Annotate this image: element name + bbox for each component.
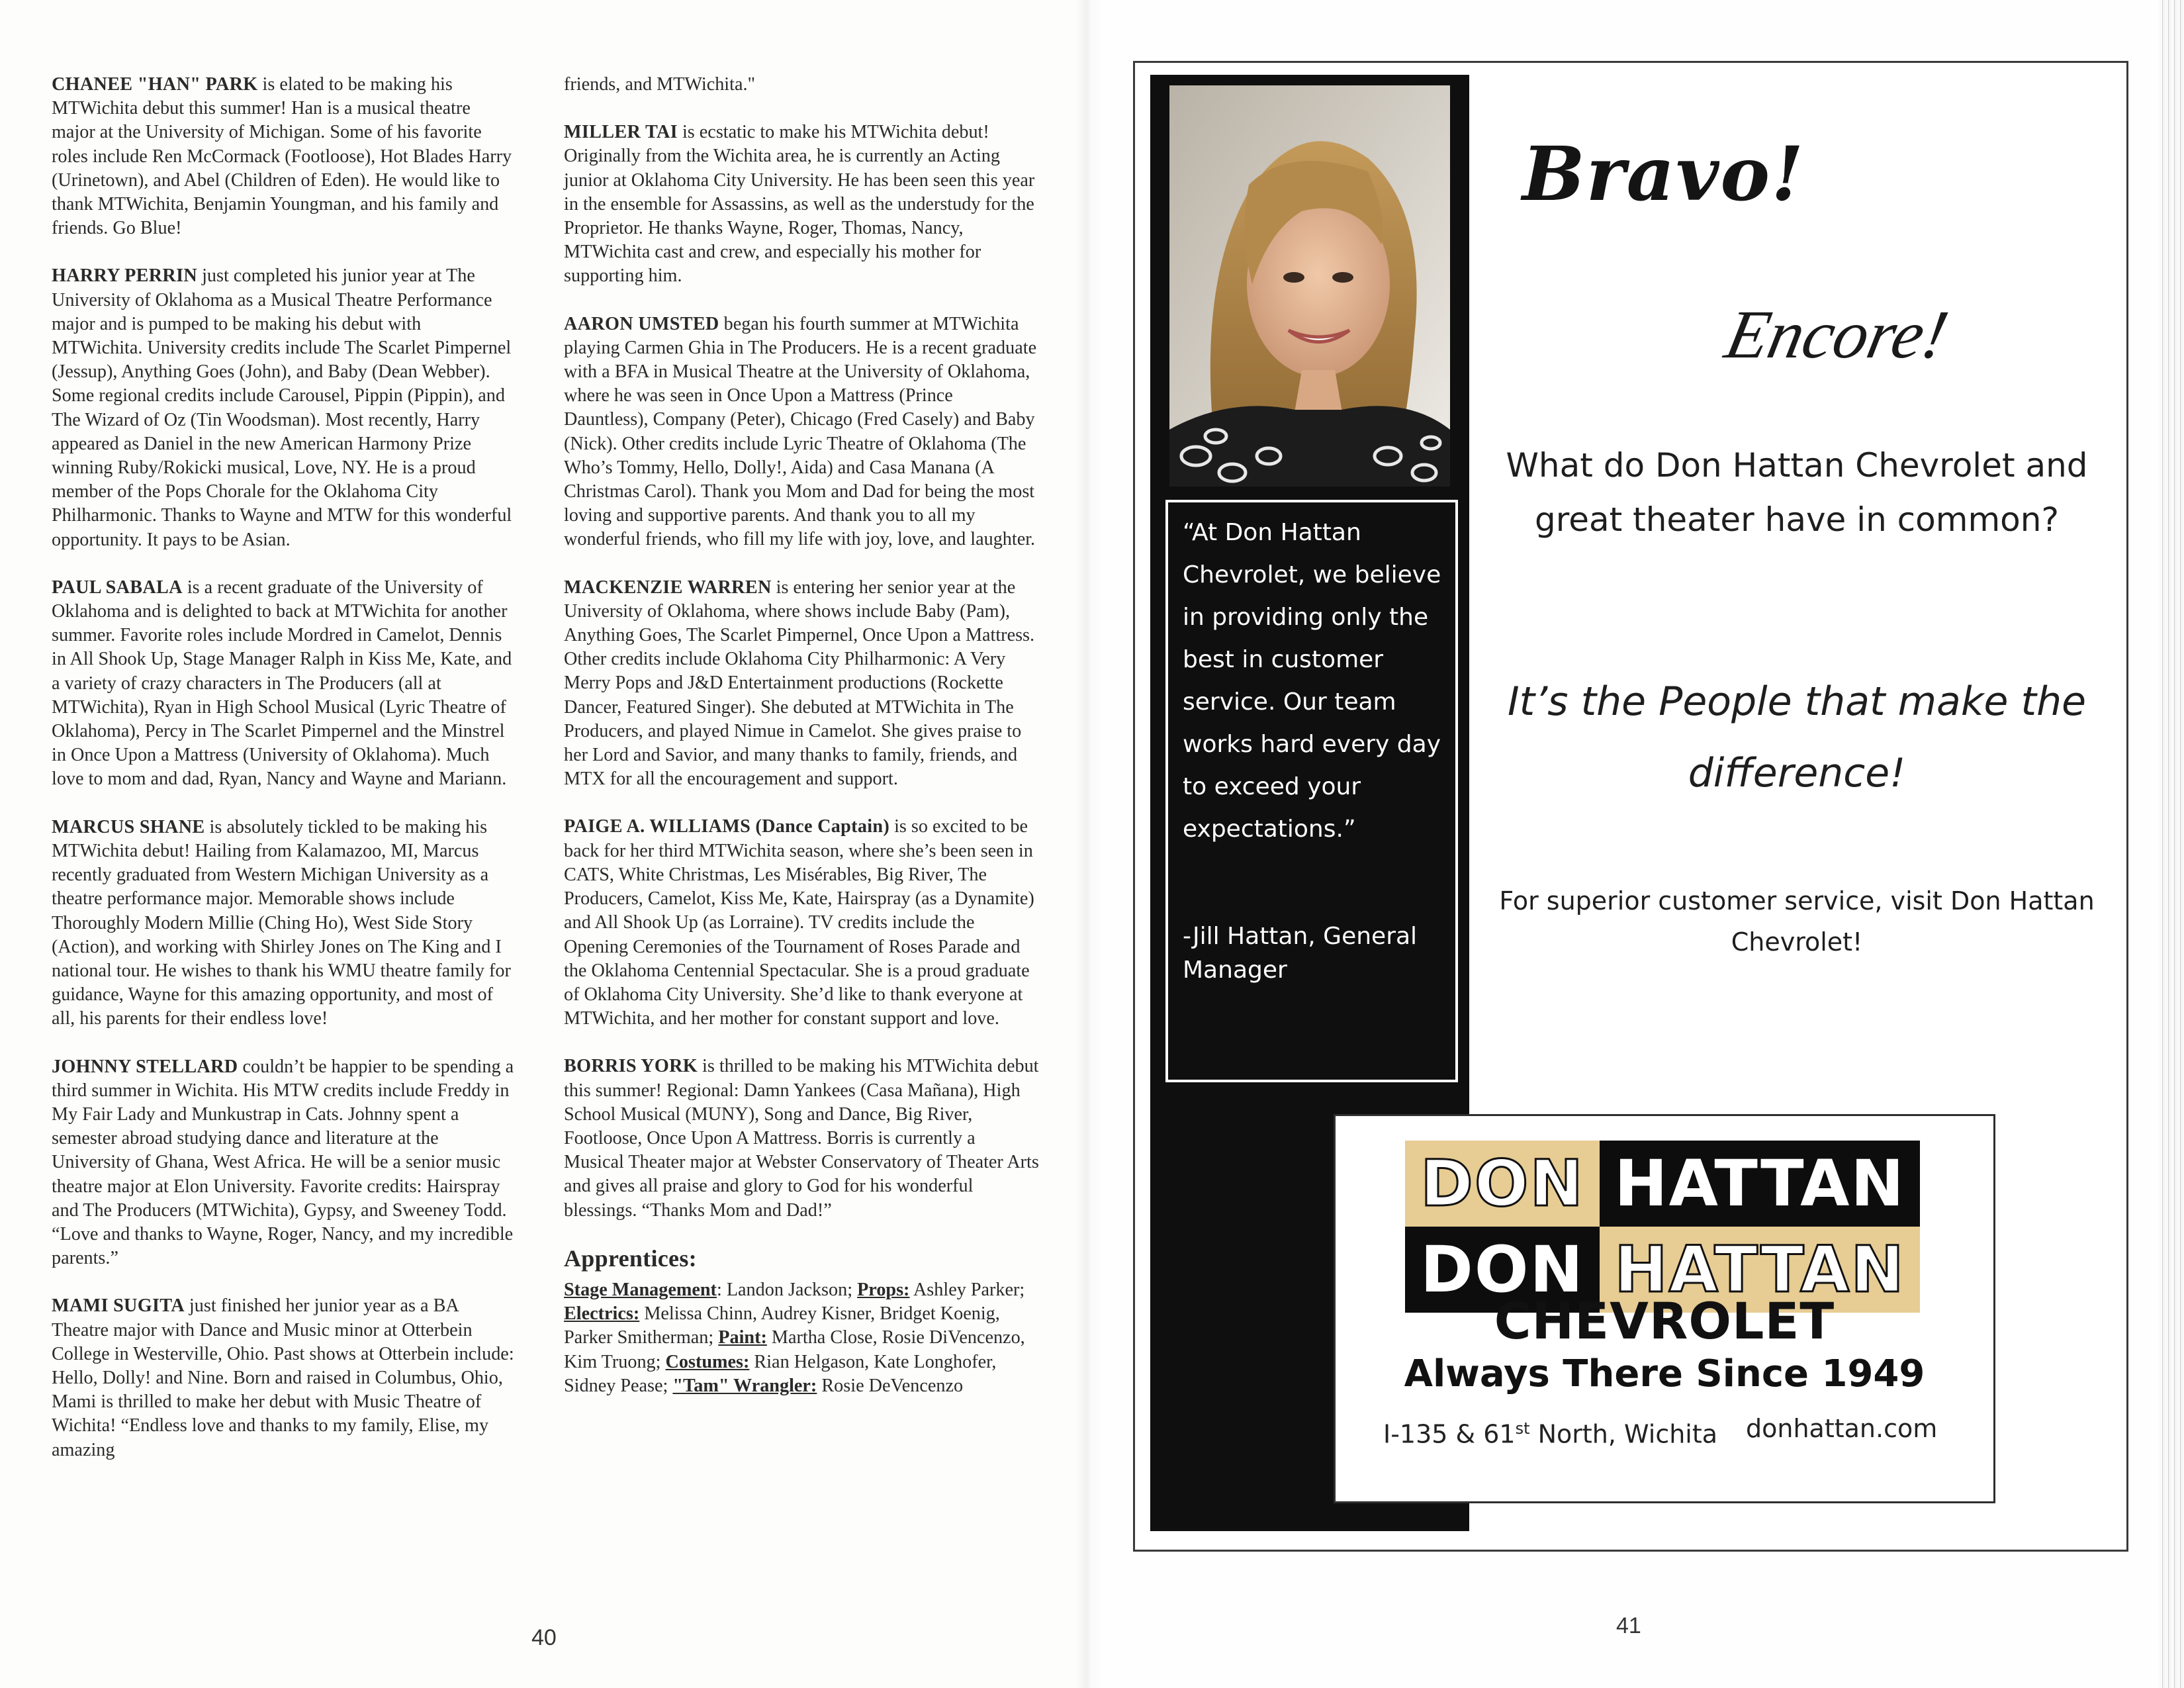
- logo-hattan-light: HATTAN: [1600, 1227, 1920, 1313]
- address-prefix: I-135 & 61: [1383, 1419, 1516, 1449]
- bio-column-1: [52, 73, 515, 1486]
- logo-hattan-dark: HATTAN: [1600, 1141, 1920, 1227]
- apprentice-names: Rian Helgason, Kate Longhofer, Sidney Pease;: [564, 1351, 997, 1396]
- logo-don-light: DON: [1405, 1141, 1600, 1227]
- performer-bio: [52, 816, 515, 1031]
- apprentice-names: Ashley Parker;: [909, 1279, 1025, 1300]
- apprentice-names: Melissa Chinn, Audrey Kisner, Bridget Koenig, Parker Smitherman;: [564, 1303, 1000, 1348]
- apprentice-names: Martha Close, Rosie DiVencenzo, Kim Truong;: [564, 1327, 1025, 1372]
- address-suffix: North, Wichita: [1529, 1419, 1718, 1449]
- headline-encore: Encore!: [1719, 297, 1955, 373]
- headline-bravo: Bravo!: [1522, 131, 1805, 218]
- performer-name: BORRIS YORK: [564, 1056, 698, 1077]
- apprentice-department: Props:: [857, 1279, 910, 1300]
- performer-name: JOHNNY STELLARD: [52, 1056, 238, 1077]
- apprentice-names: : Landon Jackson;: [716, 1279, 858, 1300]
- performer-bio: [52, 1294, 515, 1462]
- performer-name: HARRY PERRIN: [52, 265, 198, 287]
- performer-name: PAIGE A. WILLIAMS (Dance Captain): [564, 816, 890, 837]
- apprentice-department: Stage Management: [564, 1279, 717, 1300]
- performer-name: MARCUS SHANE: [52, 816, 205, 837]
- dealer-address: [1383, 1411, 1717, 1452]
- apprentice-department: "Tam" Wrangler:: [672, 1375, 817, 1396]
- performer-bio-text: is absolutely tickled to be making his MTWichita debut! Hailing from Kalamazoo, MI, Marcus recently graduated from Western Michigan University as a theatre performance major. Memorable shows include Thoroughly Modern Millie (Ching Ho), West Side Story (Action), and working with Shirley Jones on The King and I national tour. He wishes to thank his WMU theatre family for guidance, Wayne for this amazing opportunity, and most of all, his parents for their endless love!: [52, 816, 511, 1029]
- bio-continuation: friends, and MTWichita.": [564, 74, 756, 95]
- apprentices-heading: Apprentices:: [564, 1244, 697, 1272]
- apprentice-department: Costumes:: [665, 1351, 750, 1372]
- bio-list: [564, 120, 1039, 1223]
- gutter-shadow: [1075, 0, 1102, 1688]
- performer-bio: [564, 815, 1039, 1031]
- performer-bio-text: just finished her junior year as a BA Theatre major with Dance and Music minor at Otterbein College in Westerville, Ohio. Past shows at Otterbein include: Hello, Dolly! and Nine. Born and raised in Columbus, Ohio, Mami is thrilled to make her debut with Music Theatre of Wichita! “Endless love and thanks to my family, Elise, my amazing: [52, 1295, 514, 1460]
- testimonial-attribution: -Jill Hattan, General Manager: [1183, 923, 1418, 984]
- performer-name: AARON UMSTED: [564, 313, 719, 334]
- performer-name: MILLER TAI: [564, 122, 678, 143]
- apprentice-names: Rosie DeVencenzo: [817, 1375, 964, 1396]
- performer-name: MACKENZIE WARREN: [564, 577, 772, 598]
- performer-bio: [564, 1055, 1039, 1222]
- performer-bio-text: just completed his junior year at The University of Oklahoma as a Musical Theatre Performance major and is pumped to be making his debut with MTWichita. University credits include The Scarlet Pimpernel (Jessup), Anything Goes (John), and Baby (Dean Webber). Some regional credits include Carousel, Pippin (Pippin), and The Wizard of Oz (Tin Woodsman). Most recently, Harry appeared as Daniel in the new American Harmony Prize winning Ruby/Rokicki musical, Love, NY. He is a proud member of the Pops Chorale for the Oklahoma City Philharmonic. Thanks to Wayne and MTW for this wonderful opportunity. It pays to be Asian.: [52, 265, 512, 550]
- performer-bio-text: is so excited to be back for her third MTWichita season, where she’s been seen in CATS, White Christmas, Les Misérables, Big River, The Producers, Camelot, Kiss Me, Kate, Hairspray (as a Dynamite) and All Shook Up (as Lorraine). TV credits include the Opening Ceremonies of the Tournament of Roses Parade and the Oklahoma Centennial Spectacular. She is a proud graduate of Oklahoma City University. She’d like to thank everyone at MTWichita, and her mother for constant support and love.: [564, 816, 1034, 1029]
- performer-name: CHANEE "HAN" PARK: [52, 74, 258, 95]
- performer-bio-text: couldn’t be happier to be spending a third summer in Wichita. His MTW credits include Freddy in My Fair Lady and Munkustrap in Cats. Johnny spent a semester abroad studying dance and literature at the University of Ghana, West Africa. He will be a senior music theatre major at Elon University. Favorite credits: Hairspray and The Producers (MTWichita), Gypsy, and Sweeney Todd. “Love and thanks to Wayne, Roger, Nancy, and my incredible parents.”: [52, 1056, 514, 1269]
- performer-bio-text: is ecstatic to make his MTWichita debut! Originally from the Wichita area, he is currently an Acting junior at Oklahoma City University. He has been seen this year in the ensemble for Assassins, as well as the understudy for the Proprietor. He thanks Wayne, Roger, Thomas, Nancy, MTWichita cast and crew, and especially his mother for supporting him.: [564, 122, 1035, 287]
- dealer-website: donhattan.com: [1746, 1414, 1938, 1443]
- performer-name: MAMI SUGITA: [52, 1295, 185, 1317]
- performer-bio-text: is a recent graduate of the University of Oklahoma and is delighted to back at MTWichita for another summer. Favorite roles include Mordred in Camelot, Dennis in All Shook Up, Stage Manager Ralph in Kiss Me, Kate, and a variety of crazy characters in The Producers (all at MTWichita), Ryan in High School Musical (Lyric Theatre of Oklahoma), Percy in The Scarlet Pimpernel and the Minstrel in Once Upon a Mattress (University of Oklahoma). Much love to mom and dad, Ryan, Nancy and Wayne and Mariann.: [52, 577, 512, 790]
- performer-bio: [564, 312, 1039, 552]
- manager-portrait-photo: [1169, 85, 1450, 487]
- performer-bio: [564, 120, 1039, 288]
- performer-bio-text: began his fourth summer at MTWichita playing Carmen Ghia in The Producers. He is a recent graduate with a BFA in Musical Theatre at the University of Oklahoma, where he was seen in Once Upon a Mattress (Prince Dauntless), Company (Peter), Chicago (Fred Casely) and Baby (Nick). Other credits include Lyric Theatre of Oklahoma (The Who’s Tommy, Hello, Dolly!, Aida) and Casa Manana (A Christmas Carol). Thank you Mom and Dad for being the most loving and supportive parents. And thank you to all my wonderful friends, who fill my life with joy, love, and laughter.: [564, 313, 1037, 550]
- performer-bio-text: is thrilled to be making his MTWichita debut this summer! Regional: Damn Yankees (Casa Mañana), High School Musical (MUNY), Song and Dance, Big River, Footloose, Once Upon A Mattress. Borris is currently a Musical Theater major at Webster Conservatory of Theater Arts and gives all praise and glory to God for his wonderful blessings. “Thanks Mom and Dad!”: [564, 1056, 1039, 1221]
- testimonial-quote: “At Don Hattan Chevrolet, we believe in providing only the best in customer service. Our team works hard every day to exceed your expectations.”: [1183, 519, 1441, 843]
- apprentice-department: Paint:: [718, 1327, 767, 1348]
- performer-bio: [52, 576, 515, 792]
- performer-bio: [52, 1055, 515, 1271]
- page-number-right: 41: [1616, 1613, 1641, 1638]
- address-ordinal: st: [1515, 1419, 1530, 1438]
- performer-bio-text: is elated to be making his MTWichita debut this summer! Han is a musical theatre major at the University of Michigan. Some of his favorite roles include Ren McCormack (Footloose), Hot Blades Harry (Urinetown), and Abel (Children of Eden). He would like to thank MTWichita, Benjamin Youngman, and his family and friends. Go Blue!: [52, 74, 512, 239]
- performer-name: PAUL SABALA: [52, 577, 183, 598]
- logo-brand-chevrolet: CHEVROLET: [1494, 1291, 1835, 1350]
- performer-bio: [564, 576, 1039, 792]
- performer-bio-text: is entering her senior year at the University of Oklahoma, where shows include Baby (Pam), Anything Goes, The Scarlet Pimpernel, Once Upon a Mattress. Other credits include Oklahoma City Philharmonic: A Very Merry Pops and J&D Entertainment productions (Rockette Dancer, Featured Singer). She debuted at MTWichita in The Producers, and played Nimue in Camelot. She gives praise to her Lord and Savior, and many thanks to family, friends, and MTX for all the encouragement and support.: [564, 577, 1035, 790]
- logo-don-dark: DON: [1405, 1227, 1600, 1313]
- performer-bio: [52, 264, 515, 551]
- performer-bio: [52, 73, 515, 240]
- ad-question: What do Don Hattan Chevrolet and great theater have in common?: [1506, 446, 2088, 539]
- page-edge: [2159, 0, 2184, 1688]
- apprentices-list: [564, 1278, 1039, 1398]
- logo-since-tagline: Always There Since 1949: [1404, 1352, 1925, 1395]
- bio-column-2: [564, 73, 1039, 1398]
- page-number-left: 40: [531, 1625, 557, 1650]
- testimonial-quote-box: [1165, 500, 1458, 1082]
- apprentice-department: Electrics:: [564, 1303, 640, 1325]
- ad-tagline: It’s the People that make the difference!: [1507, 679, 2087, 796]
- ad-invitation: For superior customer service, visit Don Hattan Chevrolet!: [1499, 886, 2095, 957]
